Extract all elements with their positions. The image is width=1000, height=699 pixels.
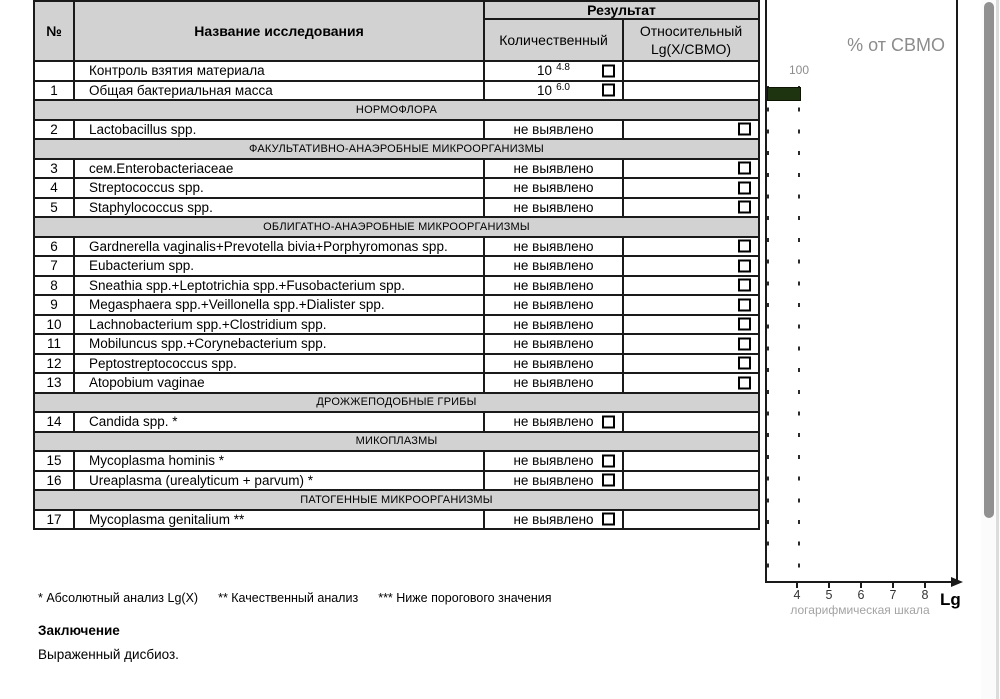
result-checkbox[interactable] [738, 337, 751, 350]
result-checkbox[interactable] [738, 357, 751, 370]
result-checkbox[interactable] [738, 162, 751, 175]
table-row [34, 159, 759, 179]
chart-scale-note: логарифмическая шкала [790, 603, 930, 617]
result-checkbox[interactable] [602, 513, 615, 526]
quantitative-result: не выявлено [484, 256, 623, 276]
test-name: Mobiluncus spp.+Corynebacterium spp. [74, 334, 484, 354]
x-axis-tick-label: 4 [793, 588, 801, 602]
table-row [34, 354, 759, 374]
result-checkbox[interactable] [602, 84, 615, 97]
x-axis-tick-label: 8 [921, 588, 929, 602]
result-exponent: 4.8 [556, 62, 570, 74]
chart-right-border [956, 0, 958, 583]
row-number: 15 [34, 451, 74, 471]
header-num: № [34, 1, 74, 61]
test-name: Eubacterium spp. [74, 256, 484, 276]
row-number: 4 [34, 178, 74, 198]
footnotes [38, 591, 552, 605]
relative-result [623, 276, 759, 296]
x-axis-tick-label: 7 [889, 588, 897, 602]
header-result: Результат [484, 1, 759, 19]
result-checkbox[interactable] [738, 181, 751, 194]
test-name: Candida spp. * [74, 412, 484, 432]
chart-x-axis-arrow-icon [951, 577, 963, 587]
result-checkbox[interactable] [738, 201, 751, 214]
test-name: Контроль взятия материала [74, 61, 484, 81]
conclusion-title: Заключение [38, 623, 120, 638]
result-checkbox[interactable] [602, 64, 615, 77]
section-row [34, 217, 759, 237]
test-name: Mycoplasma hominis * [74, 451, 484, 471]
relative-result [623, 354, 759, 374]
test-name: Mycoplasma genitalium ** [74, 510, 484, 530]
x-axis-tick-label: 5 [825, 588, 833, 602]
chart-dashed-gridline-100 [798, 86, 800, 582]
test-name: Gardnerella vaginalis+Prevotella bivia+Porphyromonas spp. [74, 237, 484, 257]
row-number: 3 [34, 159, 74, 179]
quantitative-result: 10 $^{4.8}$ [484, 61, 623, 81]
chart-dashed-gridline-left [767, 86, 769, 582]
section-label: ФАКУЛЬТАТИВНО-АНАЭРОБНЫЕ МИКРООРГАНИЗМЫ [34, 139, 759, 159]
section-row [34, 393, 759, 413]
result-checkbox[interactable] [738, 298, 751, 311]
quantitative-result: не выявлено [484, 412, 623, 432]
row-number: 13 [34, 373, 74, 393]
quantitative-result: не выявлено [484, 276, 623, 296]
result-checkbox[interactable] [738, 123, 751, 136]
test-name: Sneathia spp.+Leptotrichia spp.+Fusobacterium spp. [74, 276, 484, 296]
quantitative-result: не выявлено [484, 120, 623, 140]
table-row [34, 315, 759, 335]
row-number: 8 [34, 276, 74, 296]
window-edge [996, 0, 999, 699]
relative-result [623, 81, 759, 101]
section-label: ПАТОГЕННЫЕ МИКРООРГАНИЗМЫ [34, 490, 759, 510]
quantitative-result: не выявлено [484, 334, 623, 354]
relative-result [623, 295, 759, 315]
table-row [34, 412, 759, 432]
row-number [34, 61, 74, 81]
result-checkbox[interactable] [738, 318, 751, 331]
footnote-qualitative: ** Качественный анализ [218, 591, 359, 605]
test-name: Peptostreptococcus spp. [74, 354, 484, 374]
quantitative-result: не выявлено [484, 159, 623, 179]
table-row [34, 373, 759, 393]
chart-title: % от СВМО [847, 35, 945, 55]
section-label: ДРОЖЖЕПОДОБНЫЕ ГРИБЫ [34, 393, 759, 413]
result-checkbox[interactable] [738, 259, 751, 272]
result-checkbox[interactable] [738, 240, 751, 253]
relative-result [623, 120, 759, 140]
section-label: ОБЛИГАТНО-АНАЭРОБНЫЕ МИКРООРГАНИЗМЫ [34, 217, 759, 237]
result-exponent: 6.0 [556, 81, 570, 93]
section-row [34, 432, 759, 452]
row-number: 5 [34, 198, 74, 218]
chart-bar-total-bacterial-mass [767, 87, 801, 101]
footnote-absolute: * Абсолютный анализ Lg(X) [38, 591, 199, 605]
table-row [34, 178, 759, 198]
relative-result [623, 61, 759, 81]
quantitative-result: не выявлено [484, 354, 623, 374]
row-number: 17 [34, 510, 74, 530]
table-row [34, 451, 759, 471]
result-checkbox[interactable] [602, 415, 615, 428]
scrollbar-thumb[interactable] [984, 2, 994, 518]
table-row [34, 276, 759, 296]
test-name: Atopobium vaginae [74, 373, 484, 393]
quantitative-result: не выявлено [484, 451, 623, 471]
table-row [34, 295, 759, 315]
table-row [34, 198, 759, 218]
relative-result [623, 198, 759, 218]
result-checkbox[interactable] [738, 279, 751, 292]
relative-result [623, 471, 759, 491]
relative-result [623, 256, 759, 276]
test-name: сем.Enterobacteriaceae [74, 159, 484, 179]
relative-result [623, 159, 759, 179]
row-number: 11 [34, 334, 74, 354]
quantitative-result: не выявлено [484, 237, 623, 257]
quantitative-result: не выявлено [484, 510, 623, 530]
table-row [34, 256, 759, 276]
result-checkbox[interactable] [602, 474, 615, 487]
relative-result [623, 510, 759, 530]
test-name: Общая бактериальная масса [74, 81, 484, 101]
quantitative-result: не выявлено [484, 471, 623, 491]
relative-result [623, 373, 759, 393]
quantitative-result: не выявлено [484, 178, 623, 198]
relative-result [623, 334, 759, 354]
relative-result [623, 237, 759, 257]
row-number: 14 [34, 412, 74, 432]
test-name: Ureaplasma (urealyticum + parvum) * [74, 471, 484, 491]
x-axis-tick-label: 6 [857, 588, 865, 602]
header-test-name: Название исследования [74, 1, 484, 61]
row-number: 16 [34, 471, 74, 491]
header-relative: Относительный Lg(X/СВМО) [623, 19, 759, 61]
quantitative-result: не выявлено [484, 373, 623, 393]
chart-lg-label: Lg [940, 590, 961, 609]
section-row [34, 100, 759, 120]
footnote-threshold: *** Ниже порогового значения [378, 591, 552, 605]
table-row [34, 237, 759, 257]
row-number: 6 [34, 237, 74, 257]
row-number: 12 [34, 354, 74, 374]
test-name: Streptococcus spp. [74, 178, 484, 198]
result-checkbox[interactable] [738, 376, 751, 389]
section-label: МИКОПЛАЗМЫ [34, 432, 759, 452]
chart-100-label: 100 [788, 63, 810, 77]
section-label: НОРМОФЛОРА [34, 100, 759, 120]
table-row [34, 510, 759, 530]
quantitative-result: не выявлено [484, 315, 623, 335]
test-name: Lachnobacterium spp.+Clostridium spp. [74, 315, 484, 335]
conclusion-text: Выраженный дисбиоз. [38, 647, 179, 662]
quantitative-result: 10 $^{6.0}$ [484, 81, 623, 101]
results-table [33, 0, 760, 530]
relative-result [623, 315, 759, 335]
table-row [34, 120, 759, 140]
header-quantitative: Количественный [484, 19, 623, 61]
table-header [34, 1, 759, 61]
row-number: 7 [34, 256, 74, 276]
row-number: 1 [34, 81, 74, 101]
section-row [34, 490, 759, 510]
quantitative-result: не выявлено [484, 198, 623, 218]
relative-result [623, 178, 759, 198]
section-row [34, 139, 759, 159]
quantitative-result: не выявлено [484, 295, 623, 315]
test-name: Megasphaera spp.+Veillonella spp.+Dialister spp. [74, 295, 484, 315]
test-name: Staphylococcus spp. [74, 198, 484, 218]
test-name: Lactobacillus spp. [74, 120, 484, 140]
relative-result [623, 412, 759, 432]
table-row [34, 334, 759, 354]
row-number: 10 [34, 315, 74, 335]
table-row [34, 81, 759, 101]
row-number: 2 [34, 120, 74, 140]
row-number: 9 [34, 295, 74, 315]
relative-result [623, 451, 759, 471]
table-row [34, 471, 759, 491]
table-row [34, 61, 759, 81]
result-checkbox[interactable] [602, 454, 615, 467]
